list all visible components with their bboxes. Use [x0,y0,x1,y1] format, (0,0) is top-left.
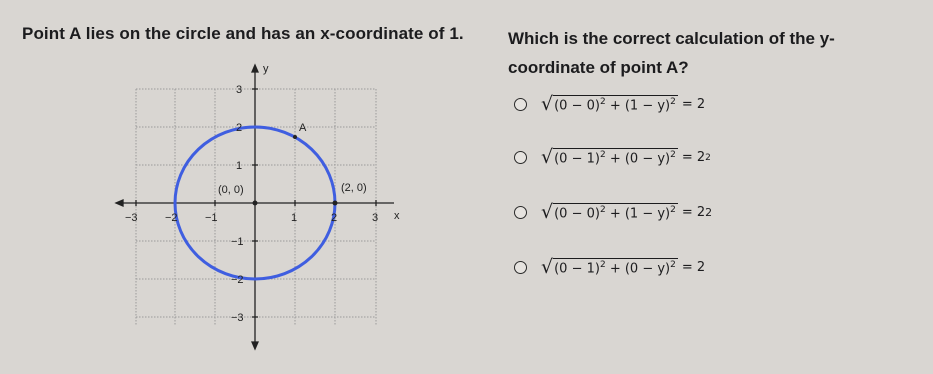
problem-statement: Point A lies on the circle and has an x-coordinate of 1. [22,24,464,43]
center-label: (0, 0) [218,184,244,196]
formula: √ $(0 - 0)^2 + (1 - y)^2$ = 2 2 [541,201,713,223]
point-2-0 [333,201,338,206]
grid-lines [136,89,379,325]
axis-x-label: x [394,210,400,222]
answer-option-3[interactable] [514,203,712,222]
radicand: $(0 - 1)^2 + (0 - y)^2$ [554,260,676,277]
answer-option-2[interactable] [514,148,711,167]
radicand: $(0 - 0)^2 + (1 - y)^2$ [554,97,676,114]
radio-button[interactable] [514,261,527,274]
axis-y-label: y [263,63,269,75]
answer-option-4[interactable] [514,258,705,277]
coordinate-graph [112,55,412,355]
center-point [253,201,258,206]
rhs: = 2 [681,205,706,220]
formula [541,258,705,277]
y-tick-label: −3 [231,312,244,324]
y-tick-label: −2 [231,274,244,286]
x-tick-label: −2 [165,212,178,224]
point-2-0-label: (2, 0) [341,182,367,194]
radicand: $(0 - 1)^2 + (0 - y)^2$ [554,150,676,167]
rhs: = 2 [681,260,706,275]
answer-option-1[interactable] [514,95,705,114]
x-tick-label: 2 [331,212,338,224]
radio-button[interactable] [514,206,527,219]
radicand: $(0 - 0)^2 + (1 - y)^2$ [554,205,676,222]
radical-icon: √ [541,93,554,115]
x-tick-label: 3 [372,212,379,224]
x-tick-label: −1 [205,212,218,224]
formula: √ $(0 - 1)^2 + (0 - y)^2$ = 2 2 [541,146,711,168]
radical-icon: √ [541,256,554,278]
y-tick-label: 2 [236,122,243,134]
y-tick-label: 1 [236,160,243,172]
radio-button[interactable] [514,151,527,164]
axes [116,65,394,349]
question-prompt: Which is the correct calculation of the y-coordinate of point A? [508,29,835,77]
rhs: = 2 [681,97,706,112]
rhs: = 2 [681,150,706,165]
radical-icon: √ [541,146,554,168]
x-tick-label: 1 [291,212,298,224]
x-tick-label: −3 [125,212,138,224]
radical-icon: √ [541,201,554,223]
y-tick-label: 3 [236,84,243,96]
point-a [293,135,297,139]
y-tick-label: −1 [231,236,244,248]
point-a-label: A [299,122,307,134]
radio-button[interactable] [514,98,527,111]
formula [541,95,705,114]
